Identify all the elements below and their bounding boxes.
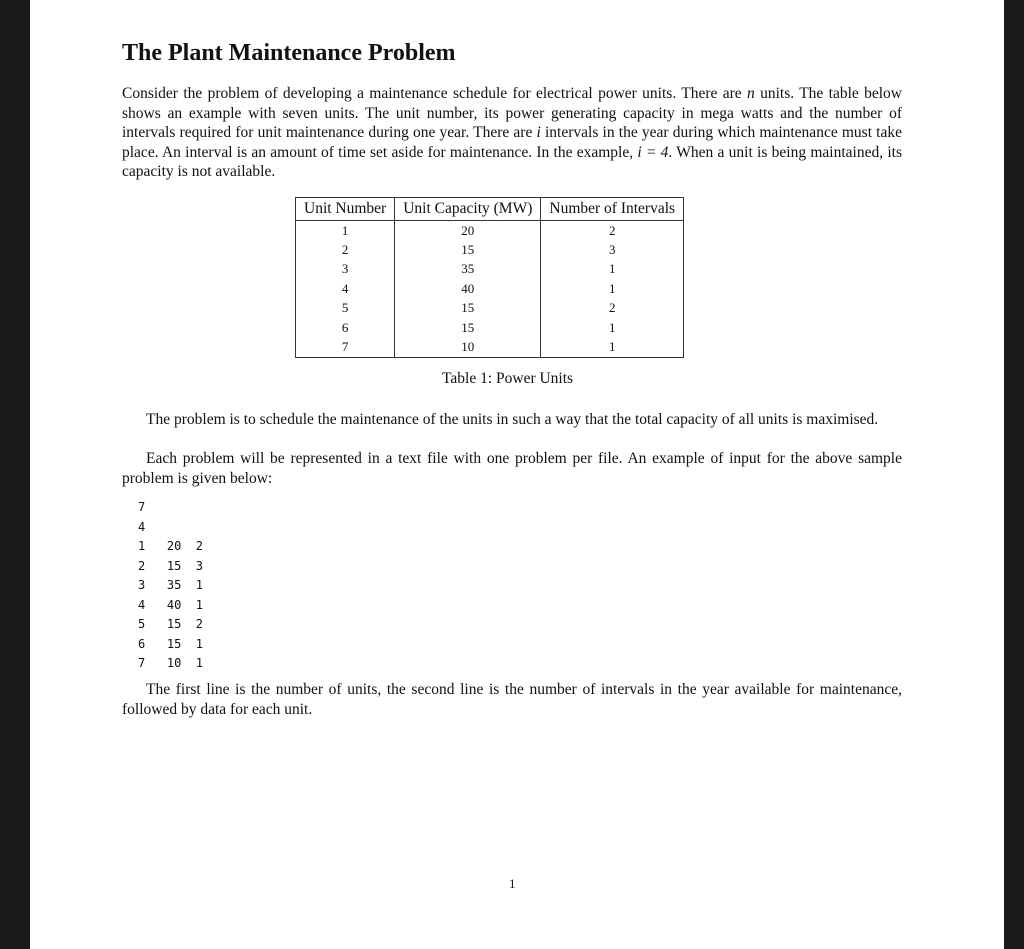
- sample-input-listing: 7 4 1 20 2 2 15 3 3 35 1 4 40 1 5 15 2 6 15 1 7 10 1: [138, 500, 204, 670]
- column-header-intervals: Number of Intervals: [541, 198, 684, 221]
- cell-capacity: 15: [395, 240, 541, 259]
- cell-intervals: 1: [541, 279, 684, 298]
- cell-capacity: 35: [395, 260, 541, 279]
- page-number: 1: [509, 876, 516, 891]
- input-explanation-paragraph: The first line is the number of units, the second line is the number of intervals in the year available for maintenance, followed by data for each unit.: [122, 681, 902, 718]
- table-row: [296, 260, 684, 279]
- cell-unit-number: 3: [296, 260, 395, 279]
- cell-unit-number: 7: [296, 337, 395, 357]
- table-row: [296, 318, 684, 337]
- problem-statement-paragraph: The problem is to schedule the maintenance of the units in such a way that the total capacity of all units is maximised.: [146, 411, 879, 428]
- cell-intervals: 1: [541, 337, 684, 357]
- page-title: The Plant Maintenance Problem: [122, 40, 456, 66]
- cell-capacity: 15: [395, 318, 541, 337]
- equation-i: i = 4: [637, 143, 669, 161]
- input-format-paragraph: Each problem will be represented in a text file with one problem per file. An example of input for the above sample problem is given below:: [122, 450, 902, 487]
- variable-n: n: [747, 85, 755, 102]
- power-units-table: [295, 197, 684, 358]
- cell-capacity: 40: [395, 279, 541, 298]
- cell-unit-number: 2: [296, 240, 395, 259]
- variable-i: i: [536, 124, 541, 141]
- cell-unit-number: 6: [296, 318, 395, 337]
- table-row: [296, 221, 684, 241]
- cell-intervals: 3: [541, 240, 684, 259]
- cell-unit-number: 1: [296, 221, 395, 241]
- cell-intervals: 2: [541, 299, 684, 318]
- table-row: [296, 240, 684, 259]
- document-page: [30, 0, 1004, 949]
- cell-capacity: 15: [395, 299, 541, 318]
- table-caption: Table 1: Power Units: [442, 370, 574, 387]
- cell-intervals: 1: [541, 318, 684, 337]
- table-row: [296, 299, 684, 318]
- cell-intervals: 1: [541, 260, 684, 279]
- column-header-unit-capacity: Unit Capacity (MW): [395, 198, 541, 221]
- cell-unit-number: 4: [296, 279, 395, 298]
- cell-capacity: 10: [395, 337, 541, 357]
- column-header-unit-number: Unit Number: [296, 198, 395, 221]
- cell-intervals: 2: [541, 221, 684, 241]
- cell-unit-number: 5: [296, 299, 395, 318]
- table-header-row: [296, 198, 684, 221]
- table-row: [296, 279, 684, 298]
- table-row: [296, 337, 684, 357]
- intro-paragraph: Consider the problem of developing a maintenance schedule for electrical power units. There are n units. The table below shows an example with seven units. The unit number, its power generating capacity in mega watts and the number of intervals required for unit maintenance during one year. There are i intervals in the year during which maintenance must take place. An interval is an amount of time set aside for maintenance. In the example, i = 4. When a unit is being maintained, its capacity is not available.: [122, 85, 902, 180]
- cell-capacity: 20: [395, 221, 541, 241]
